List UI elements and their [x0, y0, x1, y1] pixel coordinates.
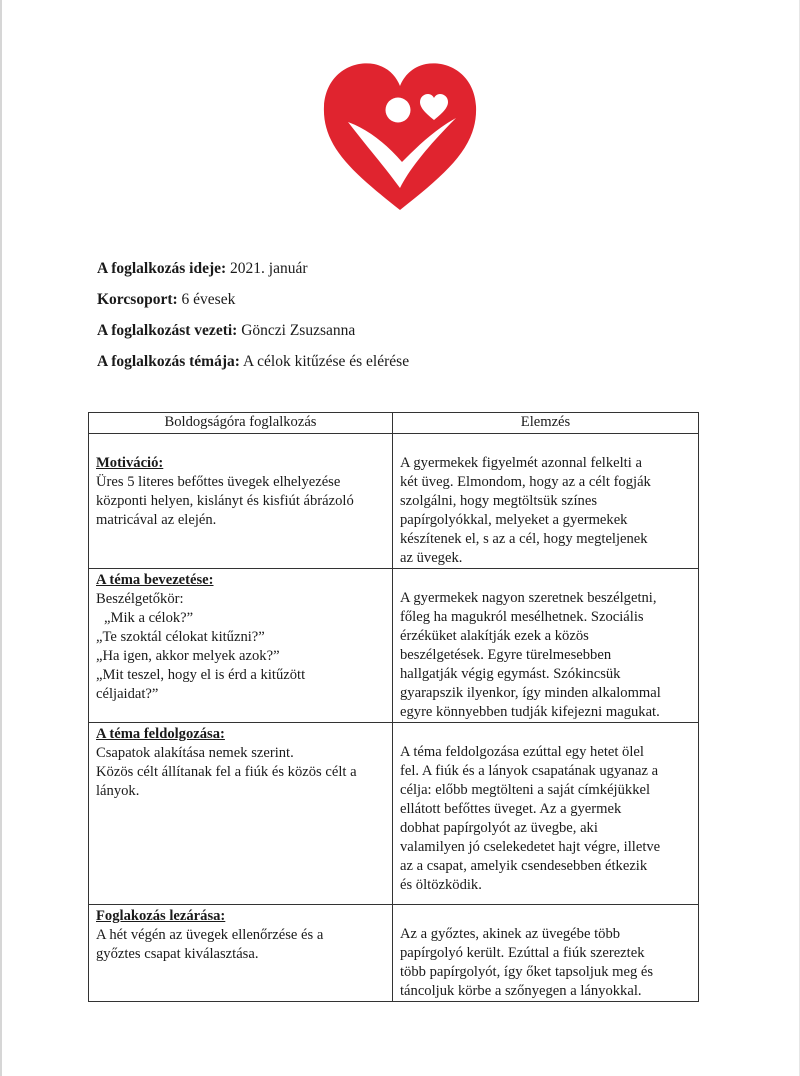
activity-text-line: Közös célt állítanak fel a fiúk és közös célt a	[96, 764, 357, 780]
info-value: Gönczi Zsuzsanna	[241, 322, 356, 339]
activity-text-line: Beszélgetőkör:	[96, 591, 184, 607]
analysis-text-line: dobhat papírgolyót az üvegbe, aki	[400, 820, 598, 836]
activity-text-line: „Mit teszel, hogy el is érd a kitűzött	[96, 667, 306, 683]
analysis-text-line: szolgálni, hogy megtöltsük színes	[400, 493, 597, 509]
info-line	[97, 351, 409, 382]
table-row	[89, 434, 699, 569]
heart-family-logo	[322, 60, 478, 210]
activity-cell	[89, 434, 393, 569]
info-line	[97, 258, 409, 289]
analysis-text-line: főleg ha magukról mesélhetnek. Szociális	[400, 609, 644, 625]
analysis-text-line: papírgolyó került. Ezúttal a fiúk szereztek	[400, 945, 645, 961]
section-title: A téma feldolgozása:	[96, 726, 225, 742]
activity-text-line: lányok.	[96, 783, 140, 799]
analysis-text-line: készítenek el, s az a cél, hogy megteljenek	[400, 531, 648, 547]
analysis-cell	[393, 905, 699, 1002]
info-value: 2021. január	[230, 260, 308, 277]
analysis-text-line: A téma feldolgozása ezúttal egy hetet ölel	[400, 744, 644, 760]
activity-text-line: „Ha igen, akkor melyek azok?”	[96, 648, 280, 664]
analysis-text-line: táncoljuk körbe a szőnyegen a lányokkal.	[400, 983, 642, 999]
activity-cell	[89, 569, 393, 723]
activity-text-line: „Mik a célok?”	[104, 610, 194, 626]
page-edge-left	[0, 0, 2, 1076]
analysis-text-line: A gyermekek figyelmét azonnal felkelti a	[400, 455, 642, 471]
activity-text-line: „Te szoktál célokat kitűzni?”	[96, 629, 265, 645]
analysis-text-line: Az a győztes, akinek az üvegébe több	[400, 926, 621, 942]
activity-text-line: központi helyen, kislányt és kisfiút ábrázoló	[96, 493, 354, 509]
activity-text-line: A hét végén az üvegek ellenőrzése és a	[96, 927, 324, 943]
activity-text-line: matricával az elején.	[96, 512, 217, 528]
table-row	[89, 569, 699, 723]
column-header-activity: Boldogságóra foglalkozás	[89, 413, 393, 434]
info-label: A foglalkozás ideje:	[97, 260, 227, 277]
analysis-text-line: A gyermekek nagyon szeretnek beszélgetni,	[400, 590, 657, 606]
analysis-text-line: beszélgetések. Egyre türelmesebben	[400, 647, 612, 663]
analysis-text-line: és öltözködik.	[400, 877, 482, 893]
analysis-text-line: az üvegek.	[400, 550, 463, 566]
analysis-text-line: érzéküket alakítják ezek a közös	[400, 628, 589, 644]
info-value: 6 évesek	[181, 291, 236, 308]
analysis-cell	[393, 569, 699, 723]
analysis-text-line: az a csapat, amelyik csendesebben étkezik	[400, 858, 648, 874]
info-line	[97, 289, 409, 320]
figure-head	[386, 98, 411, 123]
section-title: A téma bevezetése:	[96, 572, 214, 588]
activity-text-line: Csapatok alakítása nemek szerint.	[96, 745, 294, 761]
info-label: A foglalkozást vezeti:	[97, 322, 238, 339]
analysis-text-line: fel. A fiúk és a lányok csapatának ugyanaz a	[400, 763, 659, 779]
session-info	[97, 258, 409, 382]
analysis-text-line: egyre könnyebben tudják kifejezni magukat.	[400, 704, 660, 720]
analysis-text-line: célja: előbb megtölteni a saját címkéjükkel	[400, 782, 651, 798]
analysis-cell	[393, 723, 699, 905]
analysis-text-line: hallgatják végig egymást. Szókincsük	[400, 666, 621, 682]
info-value: A célok kitűzése és elérése	[242, 353, 410, 370]
analysis-text-line: ellátott befőttes üveget. Az a gyermek	[400, 801, 622, 817]
lesson-plan-table	[88, 412, 699, 1002]
info-label: A foglalkozás témája:	[97, 353, 240, 370]
activity-text-line: céljaidat?”	[96, 686, 159, 702]
activity-cell	[89, 723, 393, 905]
section-title: Motiváció:	[96, 455, 164, 471]
analysis-cell	[393, 434, 699, 569]
analysis-text-line: több papírgolyót, így őket tapsoljuk meg és	[400, 964, 654, 980]
analysis-text-line: papírgolyókkal, melyeket a gyermekek	[400, 512, 628, 528]
table-header-row	[89, 413, 699, 434]
table-row	[89, 905, 699, 1002]
analysis-text-line: gyarapszik ilyenkor, így minden alkalommal	[400, 685, 661, 701]
info-line	[97, 320, 409, 351]
info-label: Korcsoport:	[97, 291, 178, 308]
analysis-text-line: valamilyen jó cselekedetet hajt végre, illetve	[400, 839, 661, 855]
analysis-text-line: két üveg. Elmondom, hogy az a célt fogják	[400, 474, 651, 490]
table-row	[89, 723, 699, 905]
section-title: Foglakozás lezárása:	[96, 908, 226, 924]
activity-text-line: győztes csapat kiválasztása.	[96, 946, 259, 962]
activity-text-line: Üres 5 literes befőttes üvegek elhelyezése	[96, 474, 341, 490]
column-header-analysis: Elemzés	[393, 413, 699, 434]
activity-cell	[89, 905, 393, 1002]
